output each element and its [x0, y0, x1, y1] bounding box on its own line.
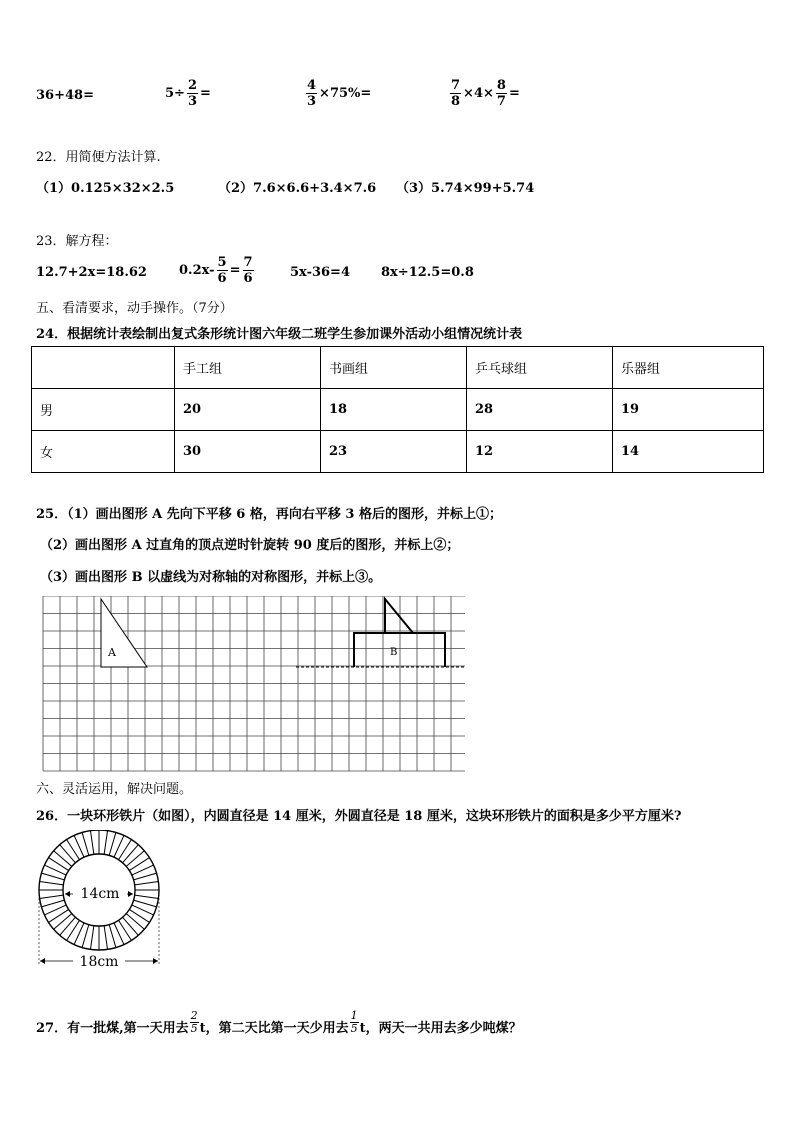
table-header-cell	[32, 347, 175, 389]
section-5-heading: 五、看清要求，动手操作。（7分）	[36, 301, 233, 316]
stats-table	[31, 346, 764, 473]
q22-title: 22．用简便方法计算.	[36, 150, 161, 165]
ring-segment-line	[135, 881, 159, 884]
outer-diameter-label: 18cm	[79, 954, 119, 970]
table-row-label: 男	[32, 389, 175, 431]
drawing-grid	[40, 596, 465, 778]
ring-segment-line	[40, 895, 64, 898]
shape-a-label: A	[108, 646, 116, 659]
table-header-cell: 手工组	[175, 347, 321, 389]
ring-segment-line	[41, 873, 64, 880]
table-cell: 18	[321, 389, 467, 431]
ring-segment-line	[90, 831, 93, 855]
outer-arrow-left	[40, 958, 45, 964]
q27-prefix: 27．有一批煤,第一天用去	[36, 1021, 189, 1036]
q22-part3: （3）5.74×99+5.74	[396, 181, 535, 196]
table-cell: 30	[175, 431, 321, 473]
expr-prefix: 5÷	[165, 86, 185, 101]
outer-arrow-right	[153, 958, 158, 964]
fraction: $\frac{5}{6}$	[217, 255, 227, 286]
ring-segment-line	[60, 845, 76, 863]
q27-fraction-1: 2 5	[190, 1009, 198, 1035]
fraction: $\frac{2}{3}$	[187, 78, 197, 109]
q22-part1: （1）0.125×32×2.5	[36, 181, 175, 196]
expr-frac-product	[448, 79, 520, 108]
table-header-cell: 乒乓球组	[467, 347, 613, 389]
expr-36-plus-48	[36, 88, 94, 103]
ring-segment-line	[134, 873, 157, 880]
table-cell: 28	[467, 389, 613, 431]
ring-segment-line	[109, 832, 116, 855]
ring-svg	[36, 830, 166, 970]
expr-5-div-frac	[165, 79, 211, 108]
ring-segment-line	[54, 914, 72, 930]
section-6-heading: 六、灵活运用，解决问题。	[36, 782, 193, 797]
table-cell: 23	[321, 431, 467, 473]
expr-suffix: ×75%=	[319, 86, 372, 101]
inner-diameter-label: 14cm	[80, 886, 120, 902]
q25-line2: （2）画出图形 A 过直角的顶点逆时针旋转 90 度后的图形，并标上②；	[40, 538, 460, 553]
table-header-row	[32, 347, 764, 389]
fraction: $\frac{7}{8}$	[451, 78, 461, 109]
shape-b-flag	[385, 599, 413, 633]
ring-diagram	[36, 830, 166, 974]
q22-part2: （2）7.6×6.6+3.4×7.6	[218, 181, 377, 196]
ring-segment-line	[104, 831, 107, 855]
table-cell: 12	[467, 431, 613, 473]
ring-segment-line	[135, 895, 159, 898]
q23-eq3: 5x-36=4	[290, 265, 350, 280]
fraction: $\frac{7}{6}$	[243, 255, 253, 286]
eq-prefix: 0.2x-	[179, 263, 215, 278]
q25-line1: 25．（1）画出图形 A 先向下平移 6 格，再向右平移 3 格后的图形，并标上①；	[36, 507, 502, 522]
q23-eq4: 8x÷12.5=0.8	[381, 265, 474, 280]
shape-b-outline	[354, 633, 445, 667]
q27-mid: t，第二天比第一天少用去	[199, 1021, 349, 1036]
fraction: $\frac{8}{7}$	[496, 78, 506, 109]
expr-frac-times-percent	[304, 79, 371, 108]
ring-segment-line	[41, 900, 64, 907]
table-row	[32, 389, 764, 431]
expr-suffix: =	[508, 86, 520, 101]
table-header-cell: 书画组	[321, 347, 467, 389]
ring-segment-line	[82, 925, 89, 948]
ring-segment-line	[54, 851, 72, 867]
table-cell: 19	[613, 389, 764, 431]
ring-segment-line	[109, 925, 116, 948]
ring-segment-line	[40, 881, 64, 884]
q24-title: 24．根据统计表绘制出复式条形统计图六年级二班学生参加课外活动小组情况统计表	[36, 327, 523, 342]
q23-eq2	[179, 256, 256, 285]
q23-eq1: 12.7+2x=18.62	[36, 265, 147, 280]
expr-mid: ×4×	[463, 86, 494, 101]
ring-segment-line	[134, 900, 157, 907]
ring-segment-line	[60, 917, 76, 935]
table-cell: 14	[613, 431, 764, 473]
q26-text: 26．一块环形铁片（如图），内圆直径是 14 厘米，外圆直径是 18 厘米，这块环形铁片的面积是多少平方厘米?	[36, 809, 682, 824]
eq-sign: =	[229, 263, 241, 278]
shape-b-label: B	[390, 647, 398, 658]
grid-svg	[40, 596, 465, 774]
q27-fraction-2: 1 5	[350, 1009, 358, 1035]
q27-suffix: t，两天一共用去多少吨煤？	[359, 1021, 522, 1036]
expr-suffix: =	[200, 86, 211, 101]
q23-title: 23．解方程：	[36, 234, 118, 249]
ring-segment-line	[126, 851, 144, 867]
ring-segment-line	[104, 926, 107, 950]
table-cell: 20	[175, 389, 321, 431]
ring-segment-line	[90, 926, 93, 950]
ring-segment-line	[126, 914, 144, 930]
ring-segment-line	[82, 832, 89, 855]
table-row	[32, 431, 764, 473]
ring-segment-line	[123, 845, 139, 863]
table-row-label: 女	[32, 431, 175, 473]
fraction: $\frac{4}{3}$	[307, 78, 317, 109]
ring-segment-line	[123, 917, 139, 935]
table-header-cell: 乐器组	[613, 347, 764, 389]
q25-line3: （3）画出图形 B 以虚线为对称轴的对称图形，并标上③。	[40, 570, 382, 585]
expr-text: 36+48=	[36, 88, 94, 103]
q27-text	[36, 1011, 522, 1036]
